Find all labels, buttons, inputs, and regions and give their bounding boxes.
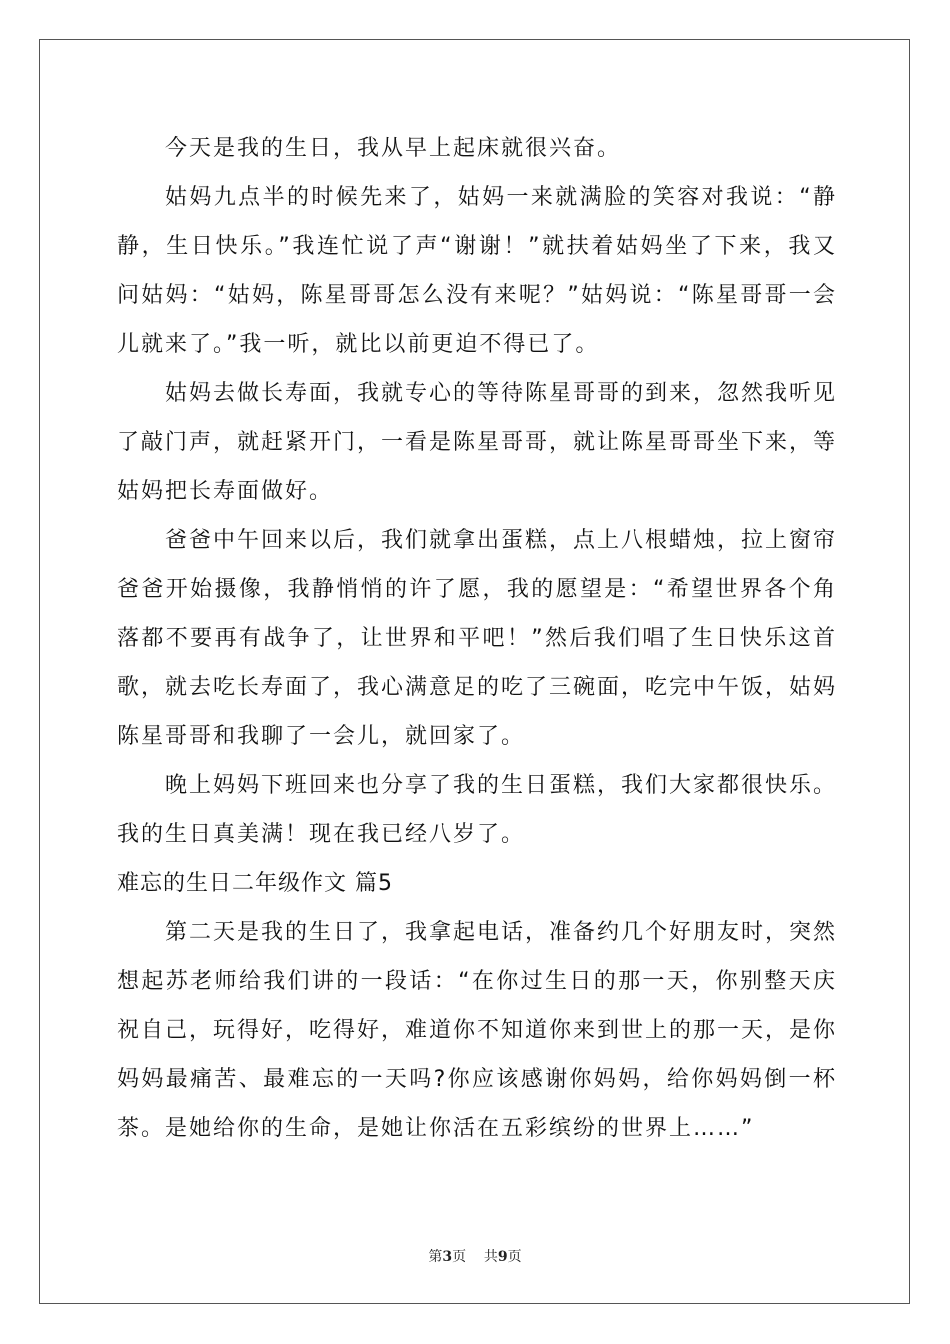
page-suffix: 页 xyxy=(452,1249,467,1265)
total-prefix: 共 xyxy=(483,1249,498,1265)
page-prefix: 第 xyxy=(428,1249,443,1265)
paragraph: 今天是我的生日，我从早上起床就很兴奋。 xyxy=(165,136,622,161)
paragraph: 姑妈去做长寿面，我就专心的等待陈星哥哥的到来，忽然我听见了敲门声，就赶紧开门，一看是陈星哥哥，就让陈星哥哥坐下来，等姑妈把长寿面做好。 xyxy=(117,381,838,504)
paragraph: 晚上妈妈下班回来也分享了我的生日蛋糕，我们大家都很快乐。我的生日真美满！现在我已经八岁了。 xyxy=(117,773,838,847)
section-heading: 难忘的生日二年级作文 篇5 xyxy=(117,871,393,896)
total-pages-number: 9 xyxy=(497,1249,508,1265)
paragraph: 爸爸中午回来以后，我们就拿出蛋糕，点上八根蜡烛，拉上窗帘爸爸开始摄像，我静悄悄的许了愿，我的愿望是：“希望世界各个角落都不要再有战争了，让世界和平吧！”然后我们唱了生日快乐这首歌，就去吃长寿面了，我心满意足的吃了三碗面，吃完中午饭，姑妈陈星哥哥和我聊了一会儿，就回家了。 xyxy=(117,528,838,749)
page-footer xyxy=(0,1246,950,1266)
paragraph: 姑妈九点半的时候先来了，姑妈一来就满脸的笑容对我说：“静静，生日快乐。”我连忙说了声“谢谢！”就扶着姑妈坐了下来，我又问姑妈：“姑妈，陈星哥哥怎么没有来呢？”姑妈说：“陈星哥哥一会儿就来了。”我一听，就比以前更迫不得已了。 xyxy=(117,185,837,357)
total-suffix: 页 xyxy=(507,1249,522,1265)
paragraph: 第二天是我的生日了，我拿起电话，准备约几个好朋友时，突然想起苏老师给我们讲的一段话：“在你过生日的那一天，你别整天庆祝自己，玩得好，吃得好，难道你不知道你来到世上的那一天，是你妈妈最痛苦、最难忘的一天吗?你应该感谢你妈妈，给你妈妈倒一杯茶。是她给你的生命，是她让你活在五彩缤纷的世界上……” xyxy=(117,920,838,1141)
document-body xyxy=(117,124,837,1153)
current-page-number: 3 xyxy=(442,1249,453,1265)
